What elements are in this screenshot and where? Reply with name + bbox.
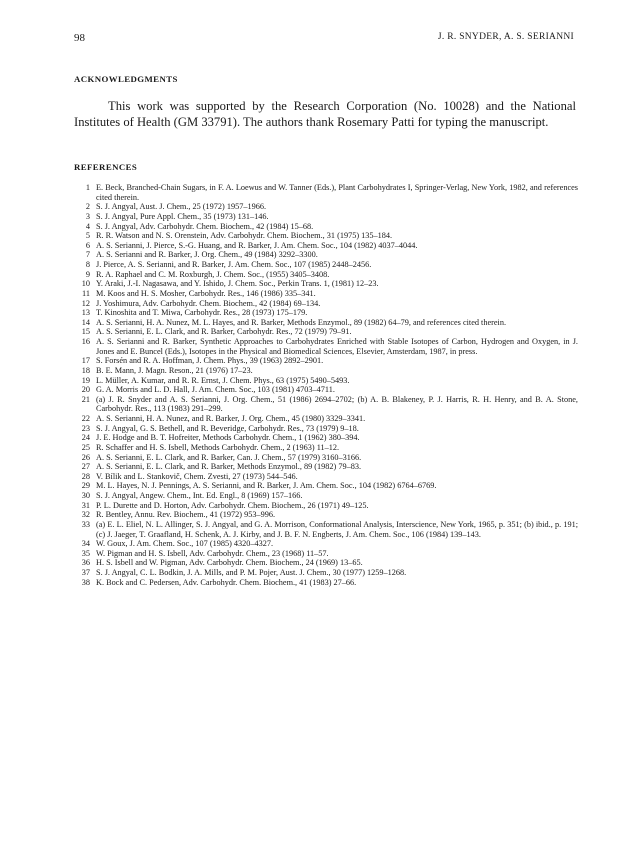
reference-item (74, 183, 578, 202)
reference-text: A. S. Serianni, J. Pierce, S.-G. Huang, and R. Barker, J. Am. Chem. Soc., 104 (1982) 4037–4044. (96, 240, 418, 250)
reference-item (74, 231, 578, 241)
reference-number: 18 (81, 365, 90, 375)
reference-text: G. A. Morris and L. D. Hall, J. Am. Chem. Soc., 103 (1981) 4703–4711. (96, 385, 335, 395)
reference-item (74, 385, 578, 395)
reference-text: A. S. Serianni and R. Barker, J. Org. Chem., 49 (1984) 3292–3300. (96, 250, 318, 260)
reference-number: 34 (81, 539, 90, 549)
reference-number: 7 (85, 250, 90, 260)
reference-item (74, 501, 578, 511)
reference-number: 3 (85, 211, 90, 221)
reference-item (74, 414, 578, 424)
reference-number: 10 (81, 279, 90, 289)
reference-item (74, 356, 578, 366)
reference-text: S. J. Angyal, Pure Appl. Chem., 35 (1973) 131–146. (96, 211, 269, 221)
reference-item (74, 260, 578, 270)
reference-item (74, 241, 578, 251)
reference-text: W. Pigman and H. S. Isbell, Adv. Carbohydr. Chem., 23 (1968) 11–57. (96, 548, 329, 558)
reference-item (74, 578, 578, 588)
reference-item (74, 318, 578, 328)
reference-item (74, 202, 578, 212)
reference-number: 14 (81, 317, 90, 327)
reference-text: (a) J. R. Snyder and A. S. Serianni, J. Org. Chem., 51 (1986) 2694–2702; (b) A. B. Blakeney, P. J. Harris, R. H. Henry, and B. A. Stone, Carbohydr. Res., 113 (1983) 291–299. (96, 394, 578, 414)
reference-number: 28 (81, 471, 90, 481)
reference-number: 32 (81, 510, 90, 520)
reference-text: A. S. Serianni, H. A. Nunez, M. L. Hayes, and R. Barker, Methods Enzymol., 89 (1982) 64–79, and references cited therein. (96, 317, 507, 327)
reference-text: R. Schaffer and H. S. Isbell, Methods Carbohydr. Chem., 2 (1963) 11–12. (96, 442, 340, 452)
reference-item (74, 510, 578, 520)
acknowledgments-text: This work was supported by the Research Corporation (No. 10028) and the National Institutes of Health (GM 33791). The authors thank Rosemary Patti for typing the manuscript. (74, 99, 576, 129)
reference-number: 2 (85, 202, 90, 212)
reference-number: 25 (81, 442, 90, 452)
reference-number: 22 (81, 414, 90, 423)
reference-item (74, 558, 578, 568)
reference-item (74, 279, 578, 289)
reference-number: 11 (82, 288, 90, 298)
reference-number: 21 (81, 394, 90, 404)
reference-text: S. J. Angyal, G. S. Bethell, and R. Beveridge, Carbohydr. Res., 73 (1979) 9–18. (96, 423, 359, 433)
reference-number: 5 (85, 231, 90, 241)
reference-number: 23 (81, 423, 90, 433)
reference-item (74, 308, 578, 318)
reference-item (74, 520, 578, 539)
reference-text: J. Yoshimura, Adv. Carbohydr. Chem. Biochem., 42 (1984) 69–134. (96, 298, 321, 308)
reference-number: 37 (81, 568, 90, 577)
reference-text: S. J. Angyal, Aust. J. Chem., 25 (1972) 1957–1966. (96, 202, 267, 212)
reference-number: 17 (81, 356, 90, 366)
reference-item (74, 549, 578, 559)
reference-item (74, 443, 578, 453)
reference-number: 4 (85, 221, 90, 231)
reference-item (74, 491, 578, 501)
reference-text: A. S. Serianni, E. L. Clark, and R. Barker, Methods Enzymol., 89 (1982) 79–83. (96, 462, 362, 472)
reference-number: 26 (81, 452, 90, 462)
reference-text: S. Forsén and R. A. Hoffman, J. Chem. Phys., 39 (1963) 2892–2901. (96, 356, 324, 366)
reference-item (74, 222, 578, 232)
reference-item (74, 481, 578, 491)
references-list (74, 183, 578, 587)
reference-item (74, 472, 578, 482)
acknowledgments-heading: ACKNOWLEDGMENTS (74, 74, 178, 84)
reference-text: A. S. Serianni, E. L. Clark, and R. Barker, Carbohydr. Res., 72 (1979) 79–91. (96, 327, 352, 337)
running-head: J. R. SNYDER, A. S. SERIANNI (437, 32, 574, 42)
reference-text: Y. Araki, J.-I. Nagasawa, and Y. Ishido, J. Chem. Soc., Perkin Trans. 1, (1981) 12–23. (96, 279, 379, 289)
reference-text: T. Kinoshita and T. Miwa, Carbohydr. Res., 28 (1973) 175–179. (96, 308, 308, 318)
reference-number: 13 (81, 308, 90, 318)
reference-item (74, 462, 578, 472)
reference-number: 27 (81, 462, 90, 472)
reference-text: V. Bílik and L. Stankovič, Chem. Zvesti, 27 (1973) 544–546. (96, 471, 298, 481)
reference-number: 29 (81, 481, 90, 491)
reference-number: 9 (85, 269, 90, 279)
reference-number: 19 (81, 375, 90, 385)
reference-text: A. S. Serianni, E. L. Clark, and R. Barker, Can. J. Chem., 57 (1979) 3160–3166. (96, 452, 362, 462)
reference-item (74, 212, 578, 222)
reference-number: 30 (81, 491, 90, 500)
reference-number: 35 (81, 548, 90, 558)
reference-item (74, 337, 578, 356)
page-header (74, 32, 574, 46)
reference-number: 36 (81, 558, 90, 568)
reference-text: R. R. Watson and N. S. Orenstein, Adv. Carbohydr. Chem. Biochem., 31 (1975) 135–184. (96, 231, 393, 241)
reference-text: H. S. Isbell and W. Pigman, Adv. Carbohydr. Chem. Biochem., 24 (1969) 13–65. (96, 558, 363, 568)
reference-text: J. Pierce, A. S. Serianni, and R. Barker, J. Am. Chem. Soc., 107 (1985) 2448–2456. (96, 260, 372, 269)
reference-item (74, 395, 578, 414)
reference-text: M. L. Hayes, N. J. Pennings, A. S. Serianni, and R. Barker, J. Am. Chem. Soc., 104 (1982) 6764–6769. (96, 481, 437, 491)
reference-text: K. Bock and C. Pedersen, Adv. Carbohydr. Chem. Biochem., 41 (1983) 27–66. (96, 577, 357, 587)
reference-number: 1 (85, 183, 90, 192)
reference-number: 38 (81, 577, 90, 587)
reference-item (74, 376, 578, 386)
reference-number: 6 (85, 240, 90, 250)
reference-item (74, 453, 578, 463)
reference-item (74, 327, 578, 337)
reference-item (74, 568, 578, 578)
reference-text: S. J. Angyal, Angew. Chem., Int. Ed. Engl., 8 (1969) 157–166. (96, 491, 303, 500)
reference-text: P. L. Durette and D. Horton, Adv. Carbohydr. Chem. Biochem., 26 (1971) 49–125. (96, 500, 369, 510)
reference-number: 8 (85, 260, 90, 269)
reference-item (74, 424, 578, 434)
references-heading: REFERENCES (74, 162, 138, 172)
page-number: 98 (74, 32, 85, 44)
reference-text: R. A. Raphael and C. M. Roxburgh, J. Chem. Soc., (1955) 3405–3408. (96, 269, 330, 279)
reference-text: W. Goux, J. Am. Chem. Soc., 107 (1985) 4320–4327. (96, 539, 274, 549)
reference-item (74, 270, 578, 280)
reference-number: 12 (81, 298, 90, 308)
reference-item (74, 366, 578, 376)
reference-text: E. Beck, Branched-Chain Sugars, in F. A. Loewus and W. Tanner (Eds.), Plant Carbohydrates I, Springer-Verlag, New York, 1982, and references cited therein. (96, 183, 578, 202)
reference-number: 16 (81, 337, 90, 346)
reference-text: A. S. Serianni, H. A. Nunez, and R. Barker, J. Org. Chem., 45 (1980) 3329–3341. (96, 414, 366, 423)
reference-item (74, 289, 578, 299)
reference-number: 33 (81, 519, 90, 529)
reference-text: A. S. Serianni and R. Barker, Synthetic Approaches to Carbohydrates Enriched with Stable Isotopes of Carbon, Hydrogen and Oxygen, in J. Jones and E. Buncel (Eds.), Isotopes in the Physical and Biomedical Sciences, Elsevier, Amsterdam, 1987, in press. (96, 337, 578, 356)
reference-text: B. E. Mann, J. Magn. Reson., 21 (1976) 17–23. (96, 365, 253, 375)
reference-item (74, 299, 578, 309)
reference-text: M. Koos and H. S. Mosher, Carbohydr. Res., 146 (1986) 335–341. (96, 288, 316, 298)
reference-number: 24 (81, 433, 90, 443)
reference-item (74, 433, 578, 443)
reference-text: (a) E. L. Eliel, N. L. Allinger, S. J. Angyal, and G. A. Morrison, Conformational Analysis, Interscience, New York, 1965, p. 351; (b) ibid., p. 191; (c) J. Jaeger, T. Graafland, H. Schenk, A. J. Kirby, and J. B. F. N. Engberts, J. Am. Chem. Soc., 106 (1984) 139–143. (96, 519, 578, 539)
reference-number: 31 (81, 500, 90, 510)
reference-text: S. J. Angyal, C. L. Bodkin, J. A. Mills, and P. M. Pojer, Aust. J. Chem., 30 (1977) 1259–1268. (96, 568, 407, 577)
reference-number: 20 (81, 385, 90, 395)
reference-item (74, 250, 578, 260)
reference-number: 15 (81, 327, 90, 337)
reference-text: J. E. Hodge and B. T. Hofreiter, Methods Carbohydr. Chem., 1 (1962) 380–394. (96, 433, 360, 443)
reference-text: S. J. Angyal, Adv. Carbohydr. Chem. Biochem., 42 (1984) 15–68. (96, 221, 314, 231)
reference-text: L. Müller, A. Kumar, and R. R. Ernst, J. Chem. Phys., 63 (1975) 5490–5493. (96, 375, 350, 385)
reference-item (74, 539, 578, 549)
reference-text: R. Bentley, Annu. Rev. Biochem., 41 (1972) 953–996. (96, 510, 276, 520)
